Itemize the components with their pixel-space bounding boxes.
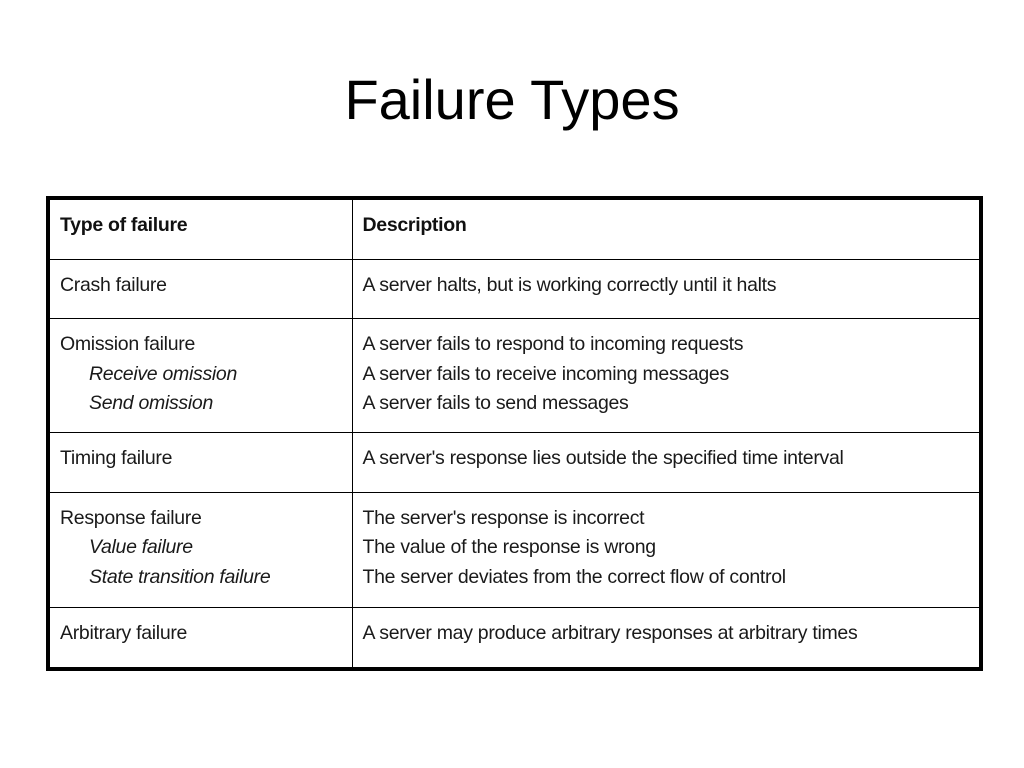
failure-subtype: Value failure <box>89 536 193 559</box>
failure-subtype: Send omission <box>89 392 214 414</box>
description-line: A server fails to send messages <box>362 392 629 414</box>
table-row <box>50 608 979 667</box>
failure-type: Timing failure <box>60 447 173 470</box>
table-row <box>50 433 979 492</box>
description-line: The server's response is incorrect <box>362 506 645 529</box>
table-row <box>50 259 979 318</box>
failure-type: Crash failure <box>60 273 167 296</box>
failure-type-cell <box>50 319 352 433</box>
failure-type: Omission failure <box>60 333 195 355</box>
failure-type: Arbitrary failure <box>60 622 188 645</box>
failure-types-table <box>50 200 979 667</box>
description-cell <box>352 319 979 433</box>
description-line: A server fails to receive incoming messages <box>362 362 729 385</box>
failure-type-cell <box>50 433 352 492</box>
description-cell <box>352 259 979 318</box>
description-line: A server fails to respond to incoming requests <box>362 333 744 355</box>
description-line: A server may produce arbitrary responses at arbitrary times <box>362 622 858 645</box>
failure-type-cell <box>50 492 352 607</box>
table-row <box>50 319 979 433</box>
description-cell <box>352 492 979 607</box>
slide-title: Failure Types <box>344 68 680 131</box>
failure-subtype: Receive omission <box>89 362 238 385</box>
description-cell <box>352 433 979 492</box>
failure-type: Response failure <box>60 506 202 529</box>
description-line: A server's response lies outside the specified time interval <box>362 447 844 470</box>
table-row <box>50 492 979 607</box>
description-line: A server halts, but is working correctly until it halts <box>362 273 777 296</box>
failure-type-cell <box>50 608 352 667</box>
header-type-of-failure: Type of failure <box>50 200 352 259</box>
failure-types-table-frame <box>46 196 983 671</box>
header-description: Description <box>352 200 979 259</box>
failure-subtype: State transition failure <box>89 565 271 588</box>
description-line: The server deviates from the correct flow of control <box>362 565 786 588</box>
description-cell <box>352 608 979 667</box>
description-line: The value of the response is wrong <box>362 536 656 559</box>
failure-type-cell <box>50 259 352 318</box>
table-header-row <box>50 200 979 259</box>
